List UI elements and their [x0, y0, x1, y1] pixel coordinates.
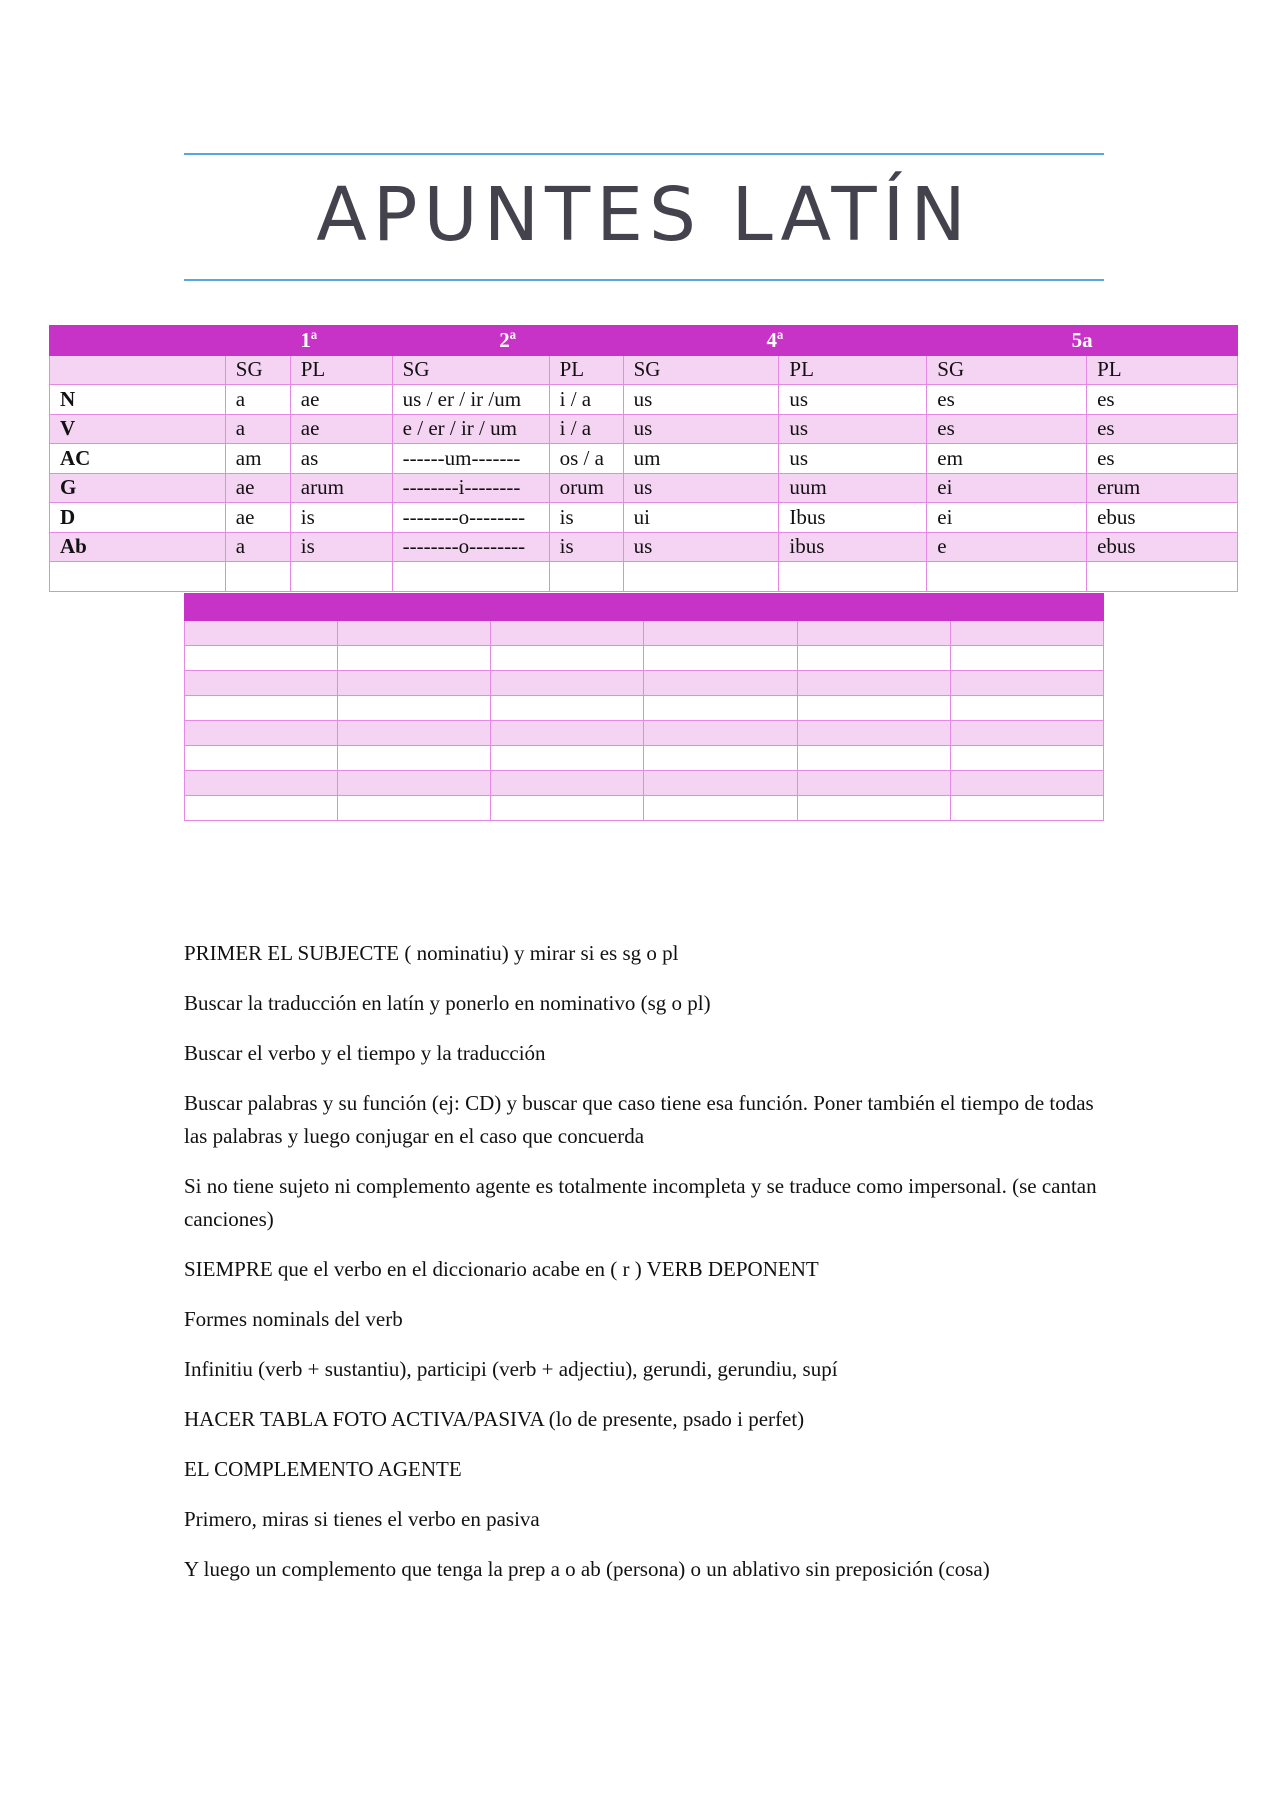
ending-cell: am — [225, 444, 290, 474]
note-paragraph: Buscar el verbo y el tiempo y la traducción — [184, 1041, 546, 1065]
ending-cell: arum — [290, 473, 392, 503]
title-bottom-rule — [184, 279, 1104, 281]
case-row-ablative — [50, 532, 1238, 562]
ending-cell: a — [225, 385, 290, 415]
ending-cell: is — [549, 503, 623, 533]
ending-cell: ae — [225, 473, 290, 503]
empty-table-row — [185, 796, 1104, 821]
note-paragraph: Formes nominals del verb — [184, 1307, 403, 1331]
note-paragraph: Si no tiene sujeto ni complemento agente es totalmente incompleta y se traduce como impersonal. (se cantan canciones) — [184, 1174, 1097, 1231]
case-label: Ab — [50, 532, 226, 562]
ending-cell: orum — [549, 473, 623, 503]
header-1st-declension: 1ª — [225, 326, 392, 356]
ending-cell: ae — [225, 503, 290, 533]
case-label: AC — [50, 444, 226, 474]
ending-cell: ei — [927, 473, 1087, 503]
title-top-rule — [184, 153, 1104, 155]
empty-table-row — [185, 621, 1104, 646]
empty-table-row — [185, 771, 1104, 796]
ending-cell: ------um------- — [392, 444, 549, 474]
empty-row — [50, 562, 1238, 592]
header-corner — [50, 326, 226, 356]
empty-table-row — [185, 646, 1104, 671]
ending-cell: os / a — [549, 444, 623, 474]
case-row-genitive — [50, 473, 1238, 503]
subheader-cell: SG — [927, 355, 1087, 385]
ending-cell: us — [779, 444, 927, 474]
subheader-corner — [50, 355, 226, 385]
ending-cell: us — [779, 385, 927, 415]
ending-cell: ae — [290, 414, 392, 444]
ending-cell: is — [290, 532, 392, 562]
ending-cell: a — [225, 532, 290, 562]
empty-table — [184, 593, 1104, 821]
declension-table — [49, 325, 1238, 592]
case-label: N — [50, 385, 226, 415]
ending-cell: ebus — [1087, 532, 1238, 562]
ending-cell: um — [623, 444, 779, 474]
case-row-nominative — [50, 385, 1238, 415]
case-label: V — [50, 414, 226, 444]
ending-cell: em — [927, 444, 1087, 474]
subheader-cell: PL — [1087, 355, 1238, 385]
ending-cell: us / er / ir /um — [392, 385, 549, 415]
ending-cell: ebus — [1087, 503, 1238, 533]
subheader-cell: SG — [623, 355, 779, 385]
note-paragraph: Primero, miras si tienes el verbo en pasiva — [184, 1507, 540, 1531]
ending-cell: --------o-------- — [392, 532, 549, 562]
ending-cell: es — [1087, 385, 1238, 415]
number-subheader-row — [50, 355, 1238, 385]
note-paragraph: Buscar palabras y su función (ej: CD) y buscar que caso tiene esa función. Poner también el tiempo de todas las palabras y luego conjugar en el caso que concuerda — [184, 1091, 1094, 1148]
ending-cell: es — [1087, 414, 1238, 444]
note-paragraph: Buscar la traducción en latín y ponerlo en nominativo (sg o pl) — [184, 991, 711, 1015]
note-paragraph: Infinitiu (verb + sustantiu), participi (verb + adjectiu), gerundi, gerundiu, supí — [184, 1357, 838, 1381]
subheader-cell: PL — [549, 355, 623, 385]
ending-cell: is — [549, 532, 623, 562]
ending-cell: a — [225, 414, 290, 444]
ending-cell: ei — [927, 503, 1087, 533]
empty-table-row — [185, 746, 1104, 771]
ending-cell: es — [927, 385, 1087, 415]
ending-cell: es — [927, 414, 1087, 444]
subheader-cell: PL — [290, 355, 392, 385]
header-5th-declension: 5a — [927, 326, 1238, 356]
ending-cell: e — [927, 532, 1087, 562]
empty-table-header — [185, 594, 1104, 621]
header-4th-declension: 4ª — [623, 326, 927, 356]
ending-cell: us — [623, 385, 779, 415]
ending-cell: es — [1087, 444, 1238, 474]
subheader-cell: SG — [225, 355, 290, 385]
note-paragraph: EL COMPLEMENTO AGENTE — [184, 1457, 462, 1481]
ending-cell: uum — [779, 473, 927, 503]
ending-cell: ui — [623, 503, 779, 533]
empty-table-row — [185, 721, 1104, 746]
case-row-accusative — [50, 444, 1238, 474]
ending-cell: ae — [290, 385, 392, 415]
ending-cell: i / a — [549, 414, 623, 444]
ending-cell: ibus — [779, 532, 927, 562]
ending-cell: as — [290, 444, 392, 474]
ending-cell: e / er / ir / um — [392, 414, 549, 444]
case-label: G — [50, 473, 226, 503]
ending-cell: us — [623, 414, 779, 444]
case-label: D — [50, 503, 226, 533]
case-row-vocative — [50, 414, 1238, 444]
empty-table-row — [185, 671, 1104, 696]
ending-cell: us — [623, 473, 779, 503]
note-paragraph: Y luego un complemento que tenga la prep a o ab (persona) o un ablativo sin preposición (cosa) — [184, 1557, 990, 1581]
empty-table-row — [185, 696, 1104, 721]
ending-cell: is — [290, 503, 392, 533]
header-2nd-declension: 2ª — [392, 326, 623, 356]
case-row-dative — [50, 503, 1238, 533]
note-paragraph: PRIMER EL SUBJECTE ( nominatiu) y mirar si es sg o pl — [184, 941, 679, 965]
note-paragraph: SIEMPRE que el verbo en el diccionario acabe en ( r ) VERB DEPONENT — [184, 1257, 819, 1281]
ending-cell: --------o-------- — [392, 503, 549, 533]
ending-cell: us — [623, 532, 779, 562]
ending-cell: --------i-------- — [392, 473, 549, 503]
ending-cell: Ibus — [779, 503, 927, 533]
page-title: APUNTES LATÍN — [316, 172, 972, 258]
ending-cell: erum — [1087, 473, 1238, 503]
ending-cell: us — [779, 414, 927, 444]
note-paragraph: HACER TABLA FOTO ACTIVA/PASIVA (lo de presente, psado i perfet) — [184, 1407, 805, 1431]
subheader-cell: SG — [392, 355, 549, 385]
ending-cell: i / a — [549, 385, 623, 415]
notes-section — [184, 937, 1104, 1603]
declension-header-row — [50, 326, 1238, 356]
subheader-cell: PL — [779, 355, 927, 385]
